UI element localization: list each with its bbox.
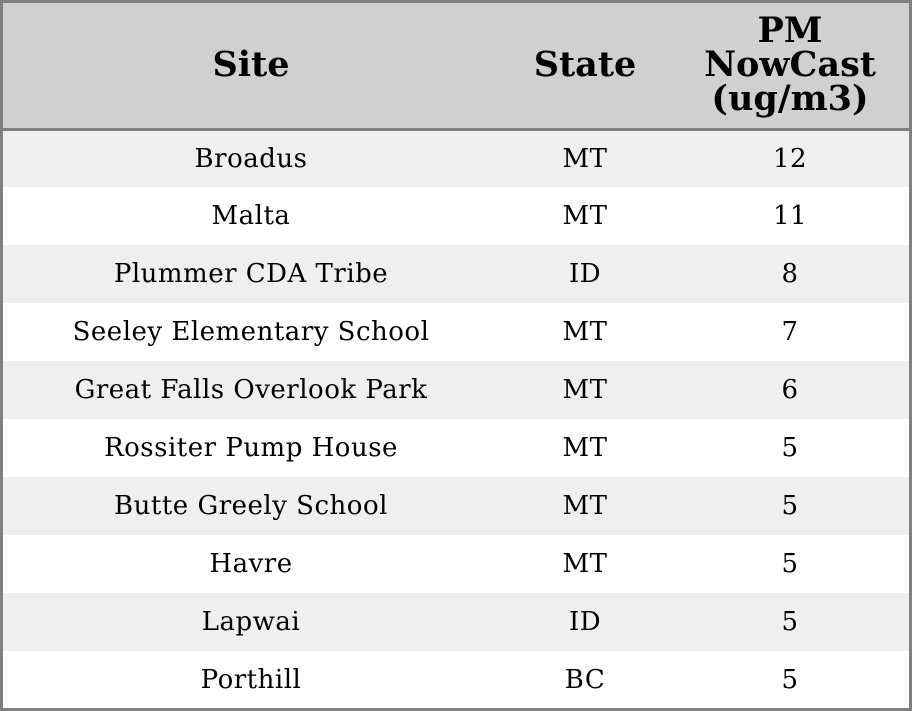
cell-state: MT [562, 317, 608, 347]
cell-site: Rossiter Pump House [104, 433, 398, 463]
cell-pm-value: 11 [772, 201, 808, 231]
column-header-state: State [533, 44, 637, 86]
cell-pm-value: 5 [781, 607, 799, 637]
column-header-pm-line-3: (ug/m3) [711, 78, 869, 120]
cell-pm-value: 8 [781, 259, 799, 289]
cell-state: MT [562, 433, 608, 463]
table-row [3, 129, 909, 187]
column-header-pm-line-2: NowCast [704, 44, 876, 86]
cell-site: Great Falls Overlook Park [74, 375, 428, 405]
table-row [3, 477, 909, 535]
table-row [3, 419, 909, 477]
cell-site: Broadus [194, 143, 308, 174]
cell-state: ID [568, 607, 602, 637]
cell-site: Porthill [200, 665, 302, 695]
pm-nowcast-table [3, 3, 909, 709]
cell-site: Lapwai [201, 607, 301, 637]
cell-state: MT [562, 143, 608, 174]
cell-state: BC [564, 665, 606, 695]
cell-pm-value: 6 [781, 375, 799, 405]
cell-pm-value: 5 [781, 433, 799, 463]
cell-site: Seeley Elementary School [72, 317, 430, 347]
table-row [3, 361, 909, 419]
cell-pm-value: 5 [781, 491, 799, 521]
column-header-pm-nowcast [671, 3, 909, 129]
cell-site: Havre [209, 549, 293, 579]
column-header-site: Site [212, 44, 290, 86]
cell-state: MT [562, 549, 608, 579]
table-row [3, 651, 909, 709]
cell-state: MT [562, 201, 608, 231]
table-row [3, 245, 909, 303]
table-body [3, 129, 909, 709]
cell-pm-value: 5 [781, 549, 799, 579]
cell-site: Malta [211, 201, 291, 231]
cell-pm-value: 5 [781, 665, 799, 695]
table-row [3, 187, 909, 245]
cell-pm-value: 7 [781, 317, 799, 347]
cell-state: MT [562, 375, 608, 405]
table-row [3, 593, 909, 651]
cell-state: MT [562, 491, 608, 521]
column-header-pm-line-1: PM [757, 10, 823, 52]
cell-site: Plummer CDA Tribe [113, 259, 389, 289]
cell-pm-value: 12 [772, 143, 808, 174]
table-row [3, 535, 909, 593]
header-row [3, 3, 909, 129]
cell-site: Butte Greely School [114, 491, 388, 521]
cell-state: ID [568, 259, 602, 289]
table-row [3, 303, 909, 361]
table-header [3, 3, 909, 129]
